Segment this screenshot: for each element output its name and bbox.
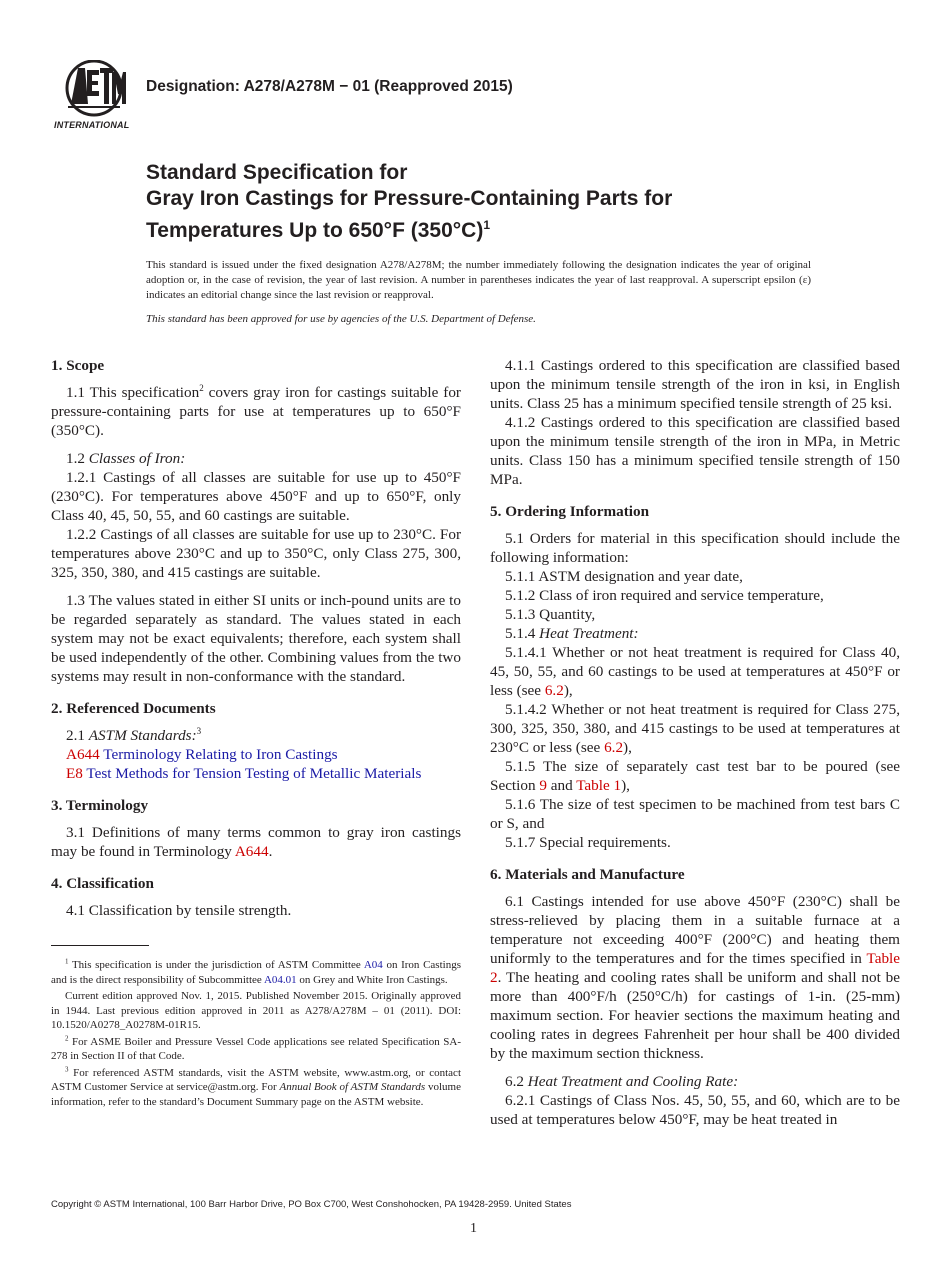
footnote-rule bbox=[51, 945, 149, 946]
dod-note: This standard has been approved for use by agencies of the U.S. Department of Defense. bbox=[146, 313, 536, 325]
link-a04-01[interactable]: A04.01 bbox=[263, 973, 297, 986]
para-1-1: 1.1 This specification$^2$ covers gray iron for castings suitable for pressure-containing parts for use at temperatures up to 650°F (350°C). bbox=[51, 382, 461, 439]
title-line-3 bbox=[146, 212, 672, 244]
link-a04[interactable]: A04 bbox=[363, 959, 383, 971]
footnote-1: $^1$ This specification is under the jurisdiction of ASTM Committee A04 on Iron Castings and is the direct responsibility of Subcommittee A04.01 on Grey and White Iron Castings. bbox=[51, 957, 461, 986]
left-column bbox=[51, 356, 461, 920]
reference-a644 bbox=[51, 745, 461, 764]
footnote-1-edition: Current edition approved Nov. 1, 2015. Published November 2015. Originally approved in 1944. Last previous edition approved in 2011 as A278/A278M – 01 (2011). DOI: 10.1520/A0278_A0278M-01R15. bbox=[51, 990, 461, 1031]
para-1-2-1: 1.2.1 Castings of all classes are suitable for use up to 450°F (230°C). For temperatures above 450°F and up to 650°F, only Class 40, 45, 50, 55, and 60 castings are suitable. bbox=[51, 469, 461, 524]
page-title bbox=[146, 160, 672, 244]
link-6-2[interactable]: 6.2 bbox=[544, 682, 564, 699]
reference-e8 bbox=[51, 764, 461, 783]
designation: Designation: A278/A278M − 01 (Reapproved 2015) bbox=[146, 78, 513, 95]
title-line-2: Gray Iron Castings for Pressure-Containing Parts for bbox=[146, 187, 673, 210]
para-6-2: 6.2 Heat Treatment and Cooling Rate: bbox=[505, 1073, 739, 1090]
para-5-1-7: 5.1.7 Special requirements. bbox=[505, 834, 671, 851]
para-5-1-4: 5.1.4 Heat Treatment: bbox=[505, 625, 639, 642]
section-3-heading: 3. Terminology bbox=[51, 797, 149, 814]
section-6-heading: 6. Materials and Manufacture bbox=[490, 866, 685, 883]
section-2-heading: 2. Referenced Documents bbox=[51, 700, 216, 717]
footnote-3: $^3$ For referenced ASTM standards, visit the ASTM website, www.astm.org, or contact ASTM Customer Service at service@astm.org. For Annual Book of ASTM Standards volume information, refer to the standard’s Document Summary page on the ASTM website. bbox=[51, 1064, 461, 1108]
para-1-3: 1.3 The values stated in either SI units or inch-pound units are to be regarded separately as standard. The values stated in each system may not be exact equivalents; therefore, each system shall be used independently of the other. Combining values from the two systems may result in non-conformance with the standard. bbox=[51, 592, 461, 685]
para-5-1-2: 5.1.2 Class of iron required and service temperature, bbox=[505, 587, 824, 604]
footnote-ref-3[interactable]: 3 bbox=[196, 725, 202, 736]
section-5-heading: 5. Ordering Information bbox=[490, 503, 650, 520]
right-column bbox=[490, 356, 900, 1129]
link-table-1[interactable]: Table 1 bbox=[576, 777, 622, 794]
para-4-1-2: 4.1.2 Castings ordered to this specification are classified based upon the minimum tensile strength of the iron in MPa, in Metric units. Class 150 has a minimum specified tensile strength of 150 MPa. bbox=[490, 414, 900, 488]
para-5-1-5: 5.1.5 The size of separately cast test bar to be poured (see Section 9 and Table 1), bbox=[490, 758, 900, 794]
para-3-1: 3.1 Definitions of many terms common to gray iron castings may be found in Terminology A644. bbox=[51, 824, 461, 860]
para-6-1: 6.1 Castings intended for use above 450°F (230°C) shall be stress-relieved by placing them in a suitable furnace at a temperature not exceeding 400°F (200°C) and heating them uniformly to the temperatures and for the times specified in Table 2. The heating and cooling rates shall be uniform and shall not be more than 400°F/h (250°C/h) for castings of 1-in. (25-mm) maximum section. For heavier sections the maximum heating and cooling rates in degrees Fahrenheit per hour shall be 400 divided by the maximum section thickness. bbox=[490, 893, 900, 1062]
link-e8[interactable]: E8 bbox=[66, 765, 83, 782]
para-5-1-6: 5.1.6 The size of test specimen to be machined from test bars C or S, and bbox=[490, 796, 900, 832]
link-a644[interactable]: A644 bbox=[66, 746, 100, 763]
section-4-heading: 4. Classification bbox=[51, 875, 154, 892]
issued-note: This standard is issued under the fixed designation A278/A278M; the number immediately following the designation indicates the year of original adoption or, in the case of revision, the year of last revision. A number in parentheses indicates the year of last reapproval. A superscript epsilon (ε) indicates an editorial change since the last revision or reapproval. bbox=[146, 259, 811, 301]
page-number: 1 bbox=[470, 1221, 477, 1236]
footnote-2: $^2$ For ASME Boiler and Pressure Vessel Code applications see related Specification SA-278 in Section II of that Code. bbox=[51, 1033, 461, 1062]
para-4-1: 4.1 Classification by tensile strength. bbox=[66, 902, 292, 919]
para-6-2-1: 6.2.1 Castings of Class Nos. 45, 50, 55, and 60, which are to be used at temperatures below 450°F, may be heat treated in bbox=[490, 1092, 900, 1128]
para-2-1: 2.1 ASTM Standards:$^3$ bbox=[66, 725, 202, 744]
title-line-1: Standard Specification for bbox=[146, 161, 408, 184]
para-5-1: 5.1 Orders for material in this specification should include the following information: bbox=[490, 530, 900, 566]
logo-text: INTERNATIONAL bbox=[54, 120, 130, 130]
link-6-2b[interactable]: 6.2 bbox=[604, 739, 624, 756]
para-4-1-1: 4.1.1 Castings ordered to this specification are classified based upon the minimum tensile strength of the iron in ksi, in English units. Class 25 has a minimum specified tensile strength of 25 ksi. bbox=[490, 357, 900, 412]
para-5-1-1: 5.1.1 ASTM designation and year date, bbox=[505, 568, 743, 585]
footnote-ref-2[interactable]: 2 bbox=[199, 382, 204, 393]
para-5-1-4-2: 5.1.4.2 Whether or not heat treatment is required for Class 275, 300, 325, 350, 380, and 415 castings to be used at temperatures at 230°C or less (see 6.2), bbox=[490, 701, 900, 756]
para-5-1-3: 5.1.3 Quantity, bbox=[505, 606, 596, 623]
copyright-footer: Copyright © ASTM International, 100 Barr Harbor Drive, PO Box C700, West Conshohocken, PA 19428-2959. United States bbox=[51, 1199, 572, 1210]
title-footnote-mark: 1 bbox=[483, 218, 491, 232]
link-table-2[interactable]: Table 2 bbox=[490, 950, 900, 986]
astm-logo bbox=[54, 60, 134, 132]
intro-notes bbox=[146, 258, 811, 327]
link-a644-inline[interactable]: A644 bbox=[234, 843, 269, 860]
title-line-3-text: Temperatures Up to 650°F (350°C) bbox=[146, 219, 484, 242]
section-1-heading: 1. Scope bbox=[51, 357, 105, 374]
para-1-2-2: 1.2.2 Castings of all classes are suitable for use up to 230°C. For temperatures above 230°C and up to 350°C, only Class 275, 300, 325, 350, 380, and 415 castings are suitable. bbox=[51, 526, 461, 581]
para-5-1-4-1: 5.1.4.1 Whether or not heat treatment is required for Class 40, 45, 50, 55, and 60 castings to be used at temperatures at 450°F or less (see 6.2), bbox=[490, 644, 900, 699]
footnotes bbox=[51, 958, 461, 1111]
link-a644-title[interactable]: Terminology Relating to Iron Castings bbox=[99, 746, 338, 763]
para-1-2: 1.2 Classes of Iron: bbox=[66, 450, 186, 467]
link-section-9[interactable]: 9 bbox=[539, 777, 547, 794]
link-e8-title[interactable]: Test Methods for Tension Testing of Metallic Materials bbox=[82, 765, 422, 782]
